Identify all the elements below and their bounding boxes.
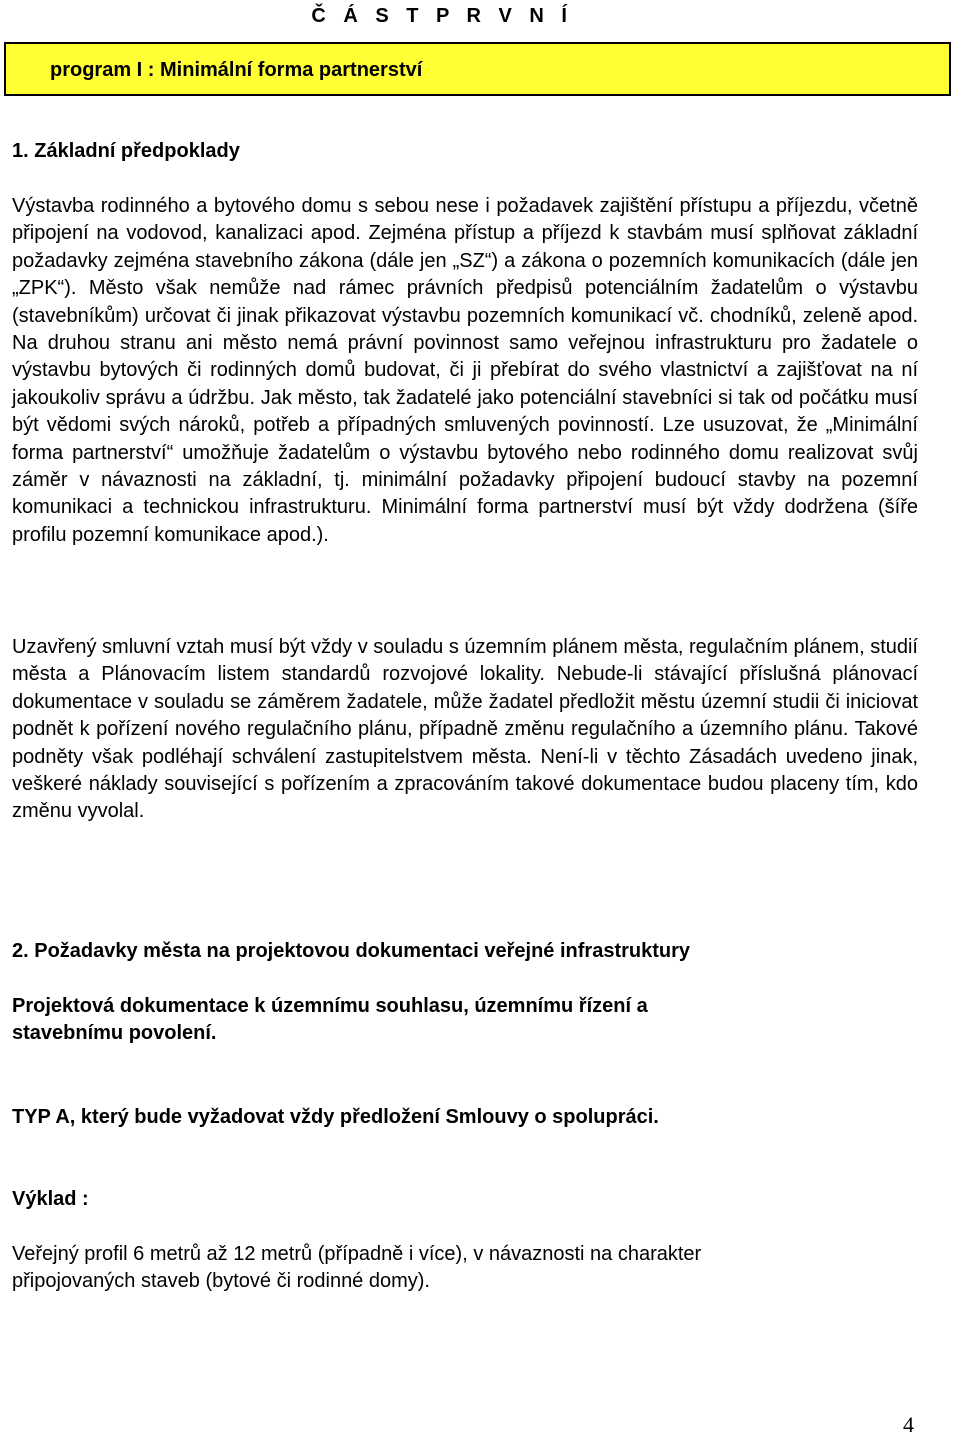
subheading-project-documentation bbox=[12, 993, 648, 1047]
page-number: 4 bbox=[903, 1412, 914, 1437]
vyklad-heading: Výklad : bbox=[12, 1188, 89, 1210]
subheading-line-1: Projektová dokumentace k územnímu souhlasu, územnímu řízení a bbox=[12, 995, 648, 1017]
vyklad-paragraph bbox=[12, 1241, 918, 1296]
section-2-heading: 2. Požadavky města na projektovou dokumentaci veřejné infrastruktury bbox=[12, 940, 691, 962]
section-1-heading: 1. Základní předpoklady bbox=[12, 140, 240, 162]
paragraph-contract-relationship: Uzavřený smluvní vztah musí být vždy v souladu s územním plánem města, regulačním plánem, studií města a Plánovacím listem standardů rozvojové lokality. Nebude-li stávající příslušná plánovací dokumentace v souladu se záměrem žadatele, může žadatel předložit městu územní studii či iniciovat podnět k pořízení nového regulačního plánu, případně změnu regulačního a územního plánu. Takové podněty však podléhají schválení zastupitelstvem města. Není-li v těchto Zásadách uvedeno jinak, veškeré náklady související s pořízením a zpracováním takové dokumentace budou placeny tím, kdo změnu vyvolal. bbox=[12, 636, 918, 823]
vyklad-line-1: Veřejný profil 6 metrů až 12 metrů (případně i více), v návaznosti na charakter bbox=[12, 1243, 702, 1265]
program-label: program I : Minimální forma partnerství bbox=[50, 59, 423, 81]
subheading-line-2: stavebnímu povolení. bbox=[12, 1022, 217, 1044]
vyklad-line-2: připojovaných staveb (bytové či rodinné domy). bbox=[12, 1270, 430, 1293]
paragraph-basic-assumptions: Výstavba rodinného a bytového domu s sebou nese i požadavek zajištění přístupu a příjezdu, včetně připojení na vodovod, kanalizaci apod. Zejména přístup a příjezd k stavbám musí splňovat základní požadavky zejména stavebního zákona (dále jen „SZ“) a zákona o pozemních komunikacích (dále jen „ZPK“). Město však nemůže nad rámec právních předpisů potenciálním žadatelům o výstavbu (stavebníkům) určovat či jinak přikazovat výstavbu pozemních komunikací vč. chodníků, zeleně apod. Na druhou stranu ani město nemá právní povinnost samo veřejnou infrastrukturu pro žadatele o výstavbu bytových či rodinných domů budovat, či ji přebírat do svého vlastnictví a zajišťovat na ní jakoukoliv správu a údržbu. Jak město, tak žadatelé jako potenciální stavebníci si tak od počátku musí být vědomi svých nároků, potřeb a případných smluvených povinností. Lze usuzovat, že „Minimální forma partnerství“ umožňuje žadatelům o výstavbu bytového nebo rodinného domu realizovat svůj záměr v návaznosti na základní, tj. minimální požadavky připojení budoucí stavby na pozemní komunikaci a technickou infrastrukturu. Minimální forma partnerství musí být vždy dodržena (šíře profilu pozemní komunikace apod.). bbox=[12, 195, 918, 546]
type-a-heading: TYP A, který bude vyžadovat vždy předložení Smlouvy o spolupráci. bbox=[12, 1106, 659, 1128]
program-box bbox=[4, 42, 951, 96]
part-heading: Č Á S T P R V N Í bbox=[311, 5, 573, 27]
